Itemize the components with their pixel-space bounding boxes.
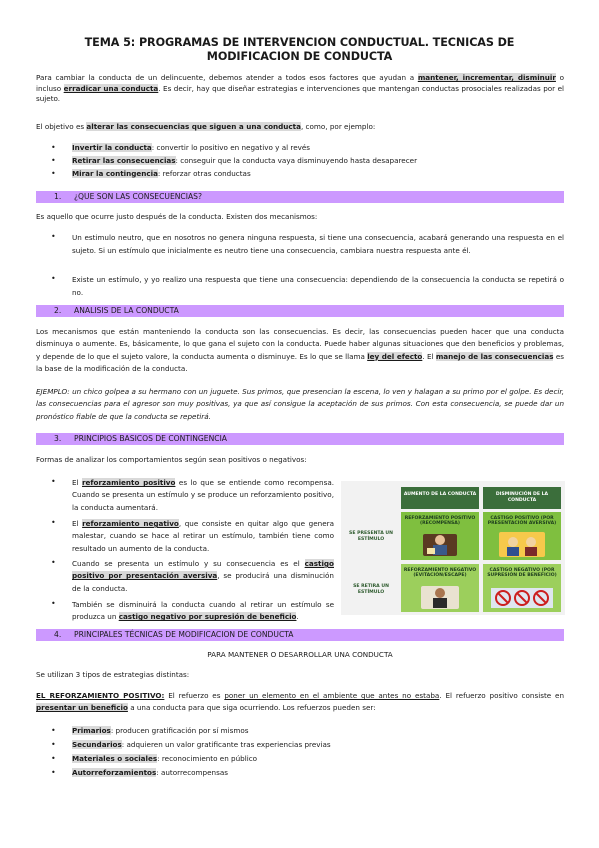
title-line-2: MODIFICACION DE CONDUCTA: [206, 50, 393, 63]
section-label: ¿QUE SON LAS CONSECUENCIAS?: [74, 192, 203, 201]
section-3-text: Formas de analizar los comportamientos según sean positivos o negativos:: [36, 455, 307, 464]
bullet-icon: •: [51, 143, 56, 152]
list-item-text: , que consiste en quitar algo que genera malestar, cuando se hace al retirar un estímulo, también tiene como resultado un aumento de la conducta.: [72, 519, 334, 553]
list-item-bold: castigo negativo por supresión de beneficio: [118, 612, 297, 622]
list-item-text: .: [296, 612, 299, 622]
intro-text-3: . Es decir, hay que diseñar estrategias e intervenciones que mantengan conductas prosociales realizadas por el sujeto.: [36, 83, 565, 104]
bullet-icon: •: [51, 754, 56, 763]
section-2-bold-1: ley del efecto: [367, 351, 423, 361]
section-2-paragraph: [36, 326, 564, 376]
objective-text-1: El objetivo es: [36, 122, 87, 131]
objective-text-2: , como, por ejemplo:: [300, 122, 376, 131]
list-item-bold: Invertir la conducta: [72, 143, 152, 152]
punishment-illustration-icon: [483, 512, 561, 560]
section-4-subtitle: PARA MANTENER O DESARROLLAR UNA CONDUCTA: [207, 650, 393, 659]
list-item-bold: Primarios: [72, 726, 111, 735]
bullet-icon: •: [51, 477, 56, 486]
list-item-bold: castigo positivo por presentación aversiva: [72, 559, 334, 581]
list-item-text: Cuando se presenta un estímulo y su consecuencia es el: [72, 559, 305, 568]
section-4-text: Se utilizan 3 tipos de estrategias distintas:: [36, 670, 190, 679]
table-cell-positive-reinforcement: [401, 512, 479, 560]
intro-bold-2: erradicar una conducta: [63, 83, 159, 93]
list-item-bold: Retirar las consecuencias: [72, 156, 176, 165]
table-row-label-remove: SE RETIRA UN ESTÍMULO: [353, 584, 389, 595]
bullet-icon: •: [51, 558, 56, 567]
bullet-icon: •: [51, 726, 56, 735]
section-heading-4: [36, 629, 564, 641]
list-item-text: : conseguir que la conducta vaya disminuyendo hasta desaparecer: [175, 156, 418, 165]
table-header-text: DISMINUCIÓN DE LA CONDUCTA: [495, 492, 549, 503]
list-item-text: Un estimulo neutro, que en nosotros no genera ninguna respuesta, si tiene una consecuencia, acabará generando una respuesta en el sujeto. Si un estímulo que inicialmente es neutro tiene una consecuencia, cambiara nuestra respuesta ante él.: [72, 233, 564, 255]
bullet-icon: •: [51, 518, 56, 527]
table-header-increase: [401, 487, 479, 509]
list-item-text: El: [72, 519, 83, 528]
intro-bold-1: mantener, incrementar, disminuir: [417, 73, 556, 82]
list-item-bold: Materiales o sociales: [72, 754, 158, 763]
list-item-text: El: [72, 478, 83, 487]
section-number: 2.: [54, 306, 62, 315]
intro-paragraph: [36, 73, 564, 105]
reinforcement-text-3: a una conducta para que siga ocurriendo. Los refuerzos pueden ser:: [127, 703, 376, 713]
list-item-bold: reforzamiento negativo: [82, 519, 179, 528]
list-item-bold: Autorreforzamientos: [72, 768, 157, 777]
list-item-text: Existe un estímulo, y yo realizo una respuesta que tiene una consecuencia: dependiendo de la consecuencia la conducta se repetirá o no.: [72, 275, 564, 297]
table-row-label-present: SE PRESENTA UN ESTÍMULO: [349, 531, 393, 542]
bullet-icon: •: [51, 169, 56, 178]
objective-bold: alterar las consecuencias que siguen a una conducta: [86, 122, 301, 131]
intro-text-2: o incluso: [36, 73, 564, 93]
objective-paragraph: [36, 122, 564, 133]
cell-label: CASTIGO NEGATIVO (POR SUPRESIÓN DE BENEFICIO): [487, 568, 557, 579]
bullet-icon: •: [51, 768, 56, 777]
section-label: PRINCIPIOS BASICOS DE CONTINGENCIA: [74, 434, 228, 443]
bullet-icon: •: [51, 274, 56, 283]
cell-label: REFORZAMIENTO NEGATIVO (EVITACIÓN/ESCAPE): [403, 568, 477, 579]
list-item-text: : producen gratificación por sí mismos: [110, 726, 249, 735]
section-heading-2: [36, 305, 564, 317]
bullet-icon: •: [51, 232, 56, 241]
reinforcement-underlined: poner un elemento en el ambiente que antes no estaba: [224, 691, 440, 700]
reward-illustration-icon: [401, 512, 479, 560]
cell-label: REFORZAMIENTO POSITIVO (RECOMPENSA): [404, 516, 476, 527]
bullet-icon: •: [51, 599, 56, 608]
contingency-table-image: [341, 481, 565, 615]
section-2-bold-2: manejo de las consecuencias: [435, 351, 554, 361]
table-cell-negative-punishment: [483, 564, 561, 612]
list-item-text: : convertir lo positivo en negativo y al revés: [151, 143, 311, 152]
table-header-text: AUMENTO DE LA CONDUCTA: [403, 492, 477, 497]
reinforcement-text-2: . El refuerzo positivo consiste en: [439, 691, 565, 700]
table-header-decrease: [483, 487, 561, 509]
table-cell-negative-reinforcement: [401, 564, 479, 612]
bullet-icon: •: [51, 156, 56, 165]
list-item-text: es lo que se entiende como recompensa. Cuando se presenta un estímulo y se produce un reforzamiento positivo, la conducta aumentará.: [72, 478, 335, 512]
list-item-text: : reconocimiento en público: [157, 754, 258, 763]
section-1-text: Es aquello que ocurre justo después de la conducta. Existen dos mecanismos:: [36, 212, 318, 221]
list-item-bold: Mirar la contingencia: [72, 169, 158, 178]
section-2-text-2: . El: [422, 351, 436, 361]
section-heading-1: [36, 191, 564, 203]
section-2-text-1: Los mecanismos que están manteniendo la conducta son las consecuencias. Es decir, las consecuencias pueden hacer que una conducta disminuya o aumente. Es, básicamente, lo que gana el sujeto con la conducta. Puede haber algunas situaciones que den beneficios y problemas, y depende de lo que el sujeto valore, la conducta aumenta o disminuye. Es lo que se llama: [36, 327, 564, 361]
title-line-1: TEMA 5: PROGRAMAS DE INTERVENCION CONDUCTUAL. TECNICAS DE: [84, 36, 515, 49]
cell-label: CASTIGO POSITIVO (POR PRESENTACIÓN AVERSIVA): [487, 516, 557, 527]
intro-text-1: Para cambiar la conducta de un delincuente, debemos atender a todos esos factores que ayudan a: [36, 73, 418, 82]
list-item-bold: reforzamiento positivo: [82, 478, 176, 487]
escape-illustration-icon: [401, 564, 479, 612]
reinforcement-paragraph: [36, 690, 564, 715]
list-item-text: , se producirá una disminución de la conducta.: [72, 571, 334, 593]
list-item-text: : adquieren un valor gratificante tras experiencias previas: [121, 740, 331, 749]
reinforcement-text-1: El refuerzo es: [164, 691, 225, 700]
section-2-example: EJEMPLO: un chico golpea a su hermano con un juguete. Sus primos, que presencian la escena, lo ven y halagan a su primo por el golpe. Es decir, las consecuencias para el agresor son muy positivas, ya que así consigue la aceptación de sus primos. Con esta consecuencia, se puede dar un pronóstico fiable de que la conducta se repetirá.: [36, 387, 564, 421]
section-number: 3.: [54, 434, 62, 443]
table-cell-positive-punishment: [483, 512, 561, 560]
reinforcement-bold: presentar un beneficio: [36, 703, 128, 713]
section-2-text-3: es la base de la modificación de la conducta.: [36, 351, 564, 374]
list-item-text: : reforzar otras conductas: [157, 169, 251, 178]
reinforcement-heading: EL REFORZAMIENTO POSITIVO:: [36, 691, 165, 700]
section-label: PRINCIPALES TÉCNICAS DE MODIFICACION DE CONDUCTA: [74, 630, 294, 639]
list-item-text: : autorrecompensas: [156, 768, 228, 777]
section-label: ANALISIS DE LA CONDUCTA: [74, 306, 179, 315]
list-item-bold: Secundarios: [72, 740, 122, 749]
section-heading-3: [36, 433, 564, 445]
list-item-text: También se disminuirá la conducta cuando al retirar un estímulo se produzca un: [72, 600, 334, 622]
bullet-icon: •: [51, 740, 56, 749]
forbidden-signs-icon: [483, 564, 561, 612]
section-number: 1.: [54, 192, 62, 201]
section-number: 4.: [54, 630, 62, 639]
page-title: [40, 36, 559, 64]
